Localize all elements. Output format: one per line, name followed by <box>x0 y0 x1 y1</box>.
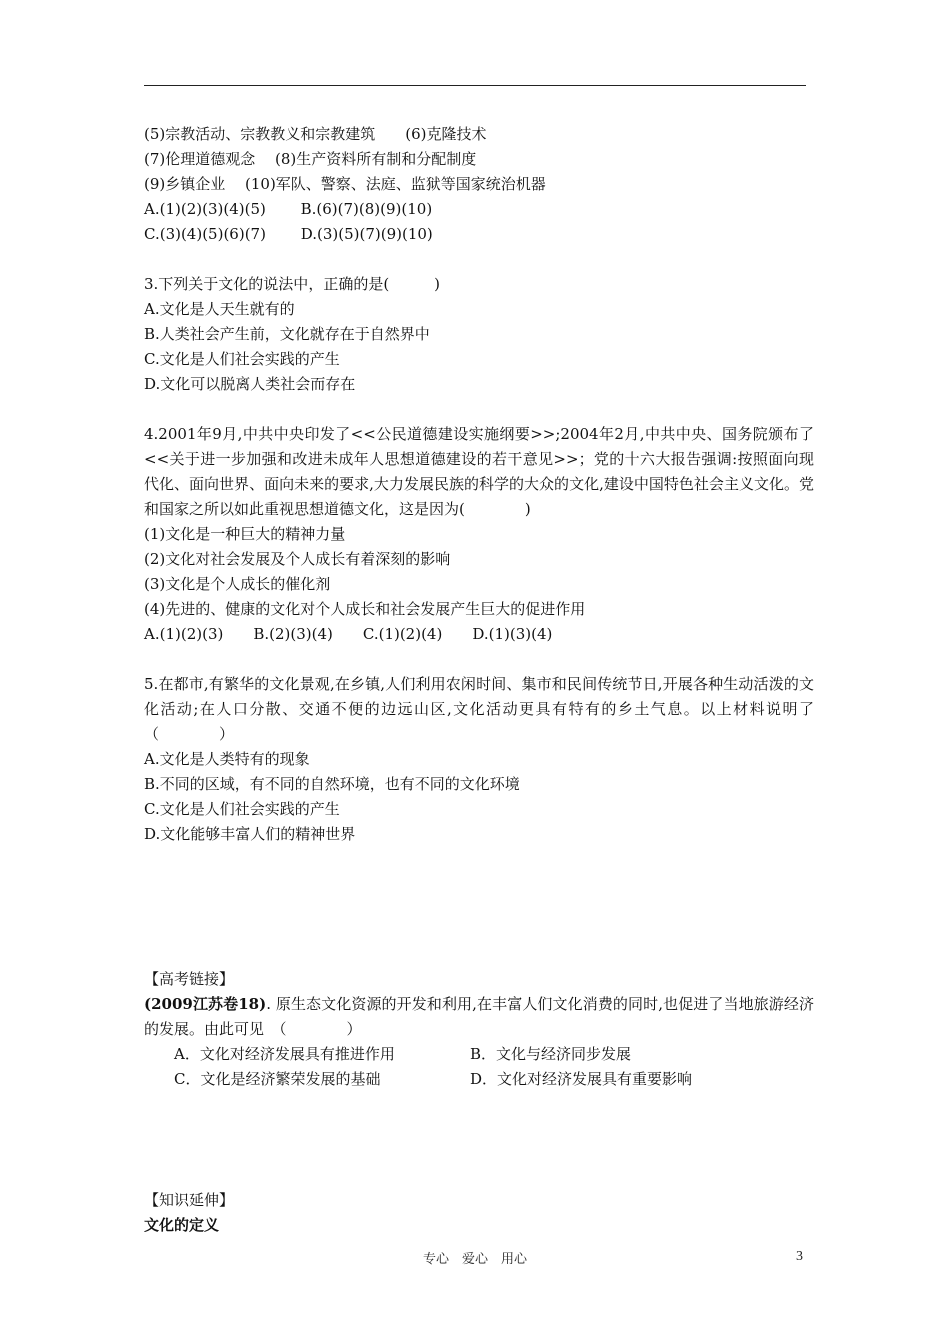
gaokao-options-row-2 <box>144 1067 814 1092</box>
q5-option-c: C.文化是人们社会实践的产生 <box>144 800 340 818</box>
q5-option-d: D.文化能够丰富人们的精神世界 <box>144 825 356 843</box>
q5-option-b: B.不同的区域，有不同的自然环境，也有不同的文化环境 <box>144 775 520 793</box>
q4-item-4: (4)先进的、健康的文化对个人成长和社会发展产生巨大的促进作用 <box>144 600 586 618</box>
gaokao-option-c: C．文化是经济繁荣发展的基础 <box>174 1070 381 1088</box>
q3-stem: 3.下列关于文化的说法中，正确的是( ) <box>144 275 441 293</box>
q3-option-b: B.人类社会产生前，文化就存在于自然界中 <box>144 325 430 343</box>
q4-stem: 4.2001年9月,中共中央印发了<<公民道德建设实施纲要>>;2004年2月,中共中央、国务院颁布了<<关于进一步加强和改进未成年人思想道德建设的若干意见>>；党的十六大报告强调:按照面向现代化、面向世界、面向未来的要求,大力发展民族的科学的大众的文化,建设中国特色社会主义文化。党和国家之所以如此重视思想道德文化，这是因为( ) <box>144 425 814 518</box>
q2-options-line-1: A.(1)(2)(3)(4)(5) B.(6)(7)(8)(9)(10) <box>144 200 433 218</box>
header-rule <box>144 85 806 86</box>
gaokao-source: (2009江苏卷18) <box>144 995 267 1013</box>
q3-option-a: A.文化是人天生就有的 <box>144 300 295 318</box>
extension-heading: 【知识延伸】 <box>144 1191 235 1209</box>
q2-item-line-3: (9)乡镇企业 (10)军队、警察、法庭、监狱等国家统治机器 <box>144 175 546 193</box>
q3-option-d: D.文化可以脱离人类社会而存在 <box>144 375 356 393</box>
gaokao-option-d: D．文化对经济发展具有重要影响 <box>470 1070 693 1088</box>
q2-item-line-2: (7)伦理道德观念 (8)生产资料所有制和分配制度 <box>144 150 477 168</box>
gaokao-option-b: B．文化与经济同步发展 <box>470 1045 632 1063</box>
q4-item-2: (2)文化对社会发展及个人成长有着深刻的影响 <box>144 550 451 568</box>
gaokao-question <box>144 992 814 1042</box>
spacer <box>144 847 814 967</box>
extension-title: 文化的定义 <box>144 1216 220 1234</box>
gaokao-heading: 【高考链接】 <box>144 970 235 988</box>
q2-options-line-2: C.(3)(4)(5)(6)(7) D.(3)(5)(7)(9)(10) <box>144 225 433 243</box>
q4-options: A.(1)(2)(3) B.(2)(3)(4) C.(1)(2)(4) D.(1)(3)(4) <box>144 625 553 643</box>
spacer <box>144 647 814 672</box>
gaokao-stem: . 原生态文化资源的开发和利用,在丰富人们文化消费的同时,也促进了当地旅游经济的发展。由此可见 （ ） <box>144 995 814 1038</box>
q4-item-1: (1)文化是一种巨大的精神力量 <box>144 525 346 543</box>
q2-item-line-1: (5)宗教活动、宗教教义和宗教建筑 (6)克隆技术 <box>144 125 487 143</box>
q4-item-3: (3)文化是个人成长的催化剂 <box>144 575 331 593</box>
q5-option-a: A.文化是人类特有的现象 <box>144 750 310 768</box>
spacer <box>144 247 814 272</box>
spacer <box>144 1092 814 1188</box>
page-footer: 专心 爱心 用心 <box>422 1252 527 1267</box>
gaokao-options-row-1 <box>144 1042 814 1067</box>
spacer <box>144 397 814 422</box>
page-content <box>144 122 814 1238</box>
q5-stem: 5.在都市,有繁华的文化景观,在乡镇,人们利用农闲时间、集市和民间传统节日,开展各种生动活泼的文化活动;在人口分散、交通不便的边远山区,文化活动更具有特有的乡土气息。以上材料说明了（ ） <box>144 675 814 743</box>
page-number: 3 <box>796 1249 803 1264</box>
gaokao-option-a: A．文化对经济发展具有推进作用 <box>174 1045 395 1063</box>
q3-option-c: C.文化是人们社会实践的产生 <box>144 350 340 368</box>
